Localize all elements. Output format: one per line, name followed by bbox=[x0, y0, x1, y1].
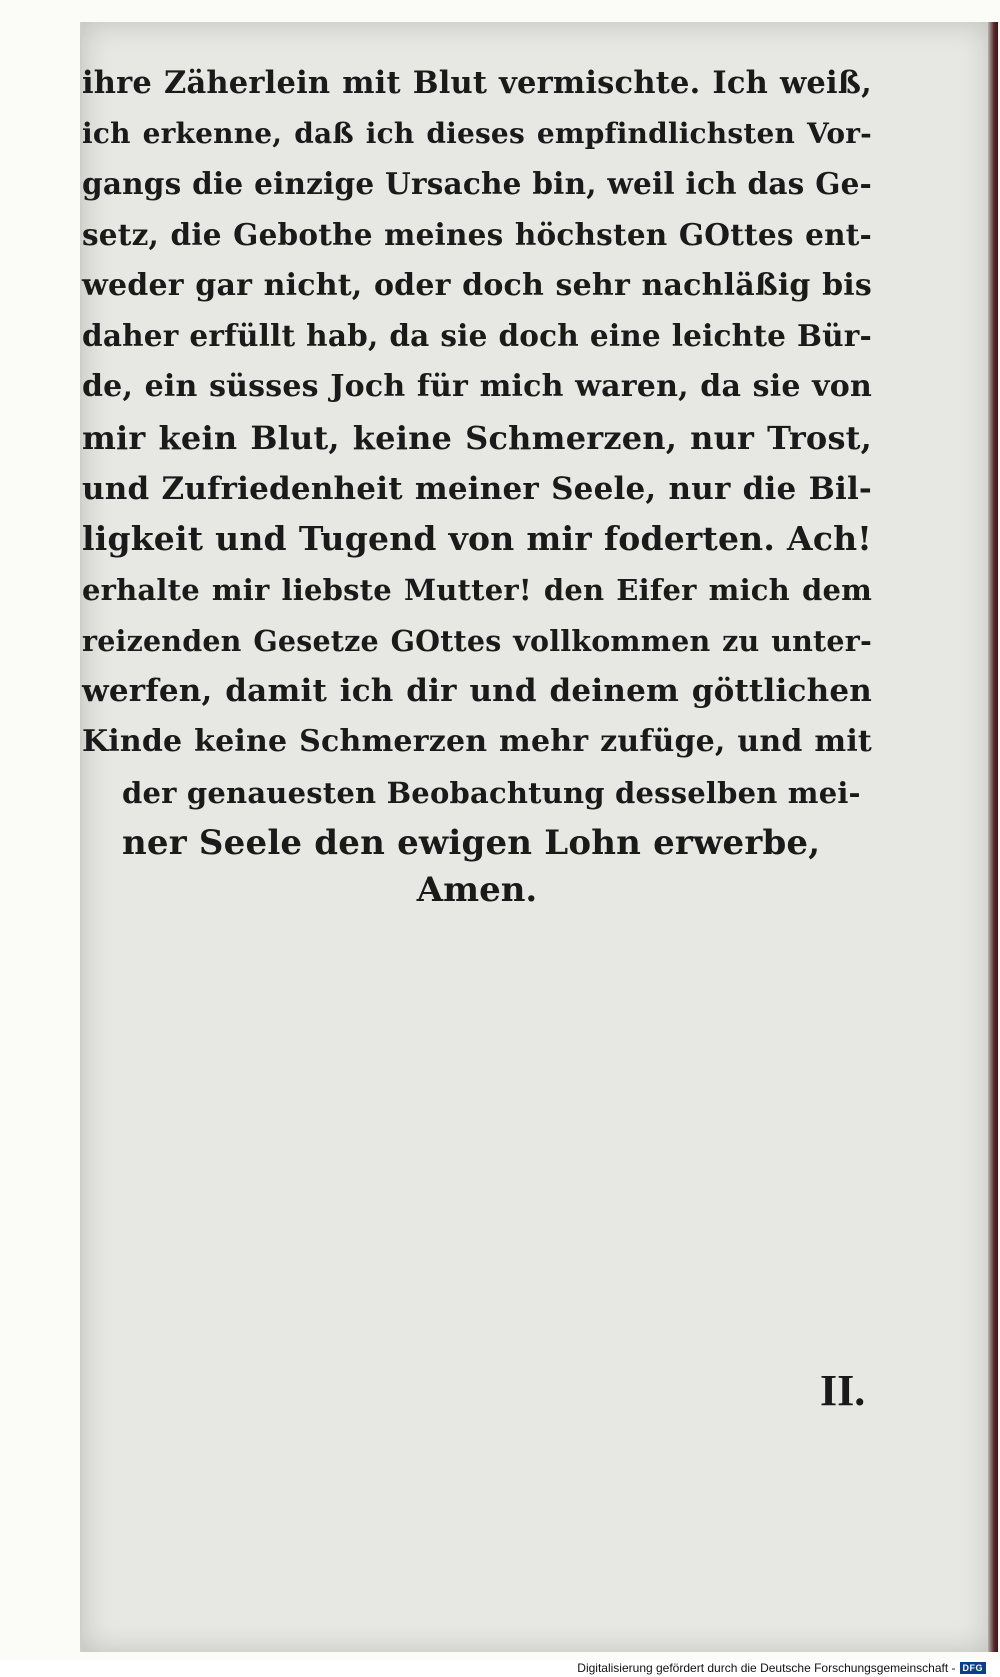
text-line: gangs die einzige Ursache bin, weil ich das Ge- bbox=[82, 166, 872, 202]
text-line: weder gar nicht, oder doch sehr nachläßig bis bbox=[82, 267, 872, 303]
text-line: erhalte mir liebste Mutter! den Eifer mich dem bbox=[82, 572, 872, 607]
text-line: setz, die Gebothe meines höchsten GOttes ent- bbox=[82, 217, 872, 253]
catchword: II. bbox=[820, 1366, 866, 1415]
text-line: reizenden Gesetze GOttes vollkommen zu unter- bbox=[82, 623, 872, 658]
text-line: und Zufriedenheit meiner Seele, nur die Bil- bbox=[82, 470, 872, 507]
text-line: werfen, damit ich dir und deinem göttlichen bbox=[82, 673, 872, 710]
text-line: mir kein Blut, keine Schmerzen, nur Trost, bbox=[82, 418, 872, 457]
page-body-text bbox=[82, 58, 872, 869]
dfg-logo: DFG bbox=[960, 1662, 987, 1674]
text-line: ich erkenne, daß ich dieses empfindlichsten Vor- bbox=[82, 116, 872, 150]
credit-text: Digitalisierung gefördert durch die Deutsche Forschungsgemeinschaft - bbox=[577, 1661, 956, 1675]
text-line: daher erfüllt hab, da sie doch eine leichte Bür- bbox=[82, 318, 872, 354]
text-line: Kinde keine Schmerzen mehr zufüge, und mit bbox=[82, 723, 872, 759]
text-line: ner Seele den ewigen Lohn erwerbe, bbox=[122, 823, 821, 864]
text-line: der genauesten Beobachtung desselben mei- bbox=[122, 775, 861, 810]
closing-word: Amen. bbox=[416, 870, 538, 910]
book-spine-edge bbox=[988, 22, 998, 1652]
digitization-credit bbox=[577, 1661, 986, 1675]
text-line: ihre Zäherlein mit Blut vermischte. Ich weiß, bbox=[82, 65, 872, 101]
text-line: ligkeit und Tugend von mir foderten. Ach! bbox=[82, 519, 872, 559]
text-line: de, ein süsses Joch für mich waren, da sie von bbox=[82, 369, 872, 405]
